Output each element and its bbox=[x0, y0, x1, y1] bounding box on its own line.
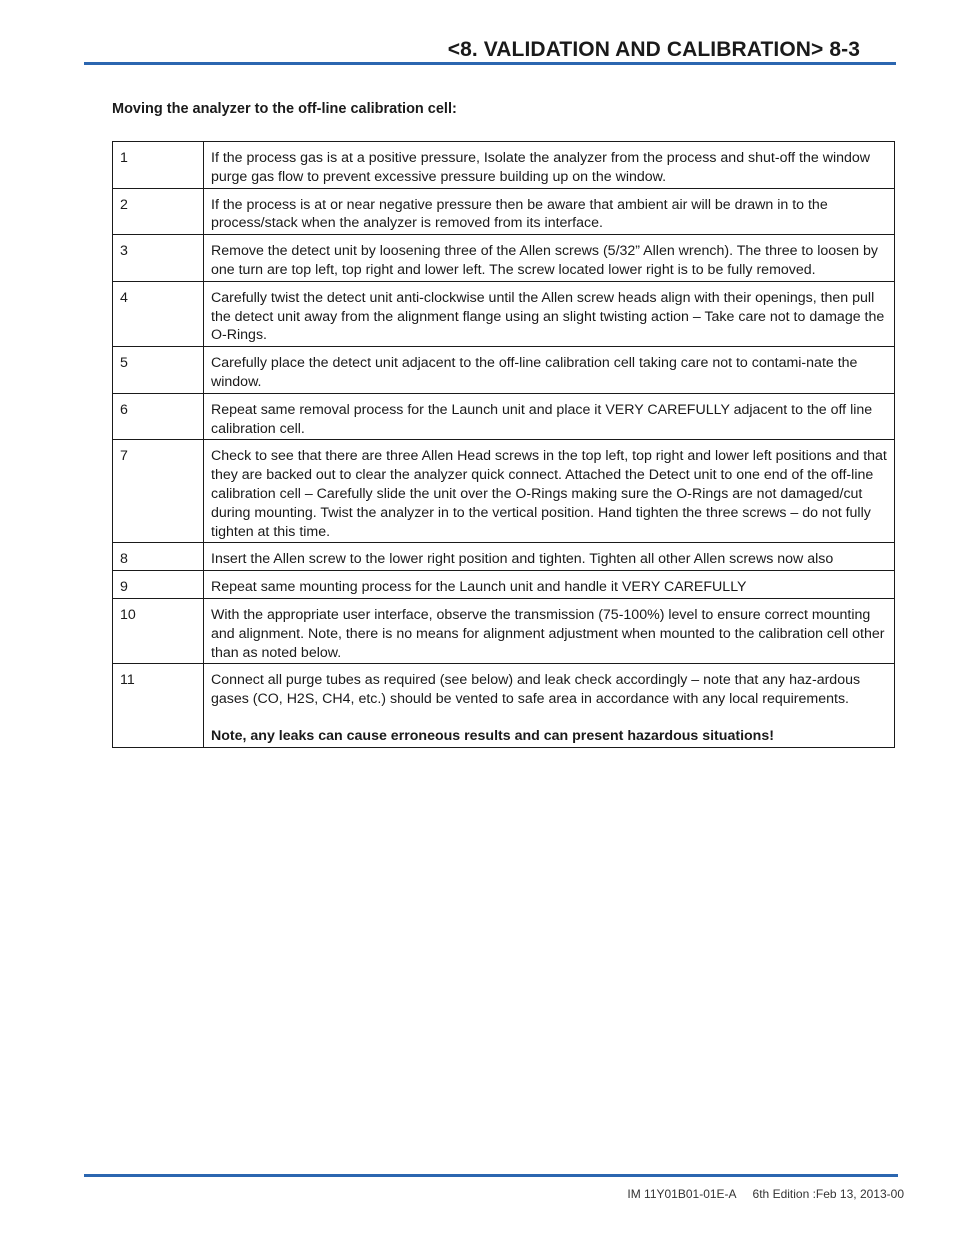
step-text: Repeat same mounting process for the Launch unit and handle it VERY CAREFULLY bbox=[204, 571, 895, 599]
step-text: Insert the Allen screw to the lower right position and tighten. Tighten all other Allen screws now also bbox=[204, 543, 895, 571]
step-number: 8 bbox=[113, 543, 204, 571]
page-title: <8. VALIDATION AND CALIBRATION> 8-3 bbox=[447, 38, 860, 61]
table-row bbox=[113, 543, 895, 571]
step-number: 3 bbox=[113, 235, 204, 282]
edition-info: 6th Edition :Feb 13, 2013-00 bbox=[752, 1187, 904, 1201]
step-number: 1 bbox=[113, 142, 204, 189]
step-number: 7 bbox=[113, 440, 204, 543]
table-row bbox=[113, 142, 895, 189]
step-text: Repeat same removal process for the Launch unit and place it VERY CAREFULLY adjacent to the off line calibration cell. bbox=[204, 393, 895, 440]
table-row bbox=[113, 281, 895, 346]
step-cell bbox=[204, 664, 895, 747]
table-row bbox=[113, 664, 895, 747]
procedure-table bbox=[112, 141, 895, 748]
table-row bbox=[113, 235, 895, 282]
step-number: 6 bbox=[113, 393, 204, 440]
table-row bbox=[113, 598, 895, 663]
table-row bbox=[113, 393, 895, 440]
step-number: 5 bbox=[113, 347, 204, 394]
step-number: 2 bbox=[113, 188, 204, 235]
leak-warning: Note, any leaks can cause erroneous results and can present hazardous situations! bbox=[211, 727, 774, 744]
step-text: Carefully twist the detect unit anti-clockwise until the Allen screw heads align with their openings, then pull the detect unit away from the alignment flange using an slight twisting action – Take care not to damage the O-Rings. bbox=[204, 281, 895, 346]
table-row bbox=[113, 347, 895, 394]
step-text: Carefully place the detect unit adjacent to the off-line calibration cell taking care not to contami-nate the window. bbox=[204, 347, 895, 394]
step-text: Connect all purge tubes as required (see below) and leak check accordingly – note that any haz-ardous gases (CO, H2S, CH4, etc.) should be vented to safe area in accordance with any local requirements. bbox=[211, 672, 861, 708]
step-number: 9 bbox=[113, 571, 204, 599]
step-number: 10 bbox=[113, 598, 204, 663]
step-text: If the process is at or near negative pressure then be aware that ambient air will be drawn in to the process/stack when the analyzer is removed from its interface. bbox=[204, 188, 895, 235]
table-row bbox=[113, 571, 895, 599]
document-id: IM 11Y01B01-01E-A bbox=[627, 1187, 737, 1201]
table-row bbox=[113, 188, 895, 235]
footer-divider bbox=[84, 1174, 898, 1177]
footer bbox=[627, 1187, 904, 1201]
table-row bbox=[113, 440, 895, 543]
step-number: 4 bbox=[113, 281, 204, 346]
step-text: With the appropriate user interface, observe the transmission (75-100%) level to ensure correct mounting and alignment. Note, there is no means for alignment adjustment when mounted to the calibration cell other than as noted below. bbox=[204, 598, 895, 663]
step-number: 11 bbox=[113, 664, 204, 747]
step-text: If the process gas is at a positive pressure, Isolate the analyzer from the process and shut-off the window purge gas flow to prevent excessive pressure building up on the window. bbox=[204, 142, 895, 189]
header-divider bbox=[84, 62, 896, 65]
step-text: Remove the detect unit by loosening three of the Allen screws (5/32” Allen wrench). The three to loosen by one turn are top left, top right and lower left. The screw located lower right is to be fully removed. bbox=[204, 235, 895, 282]
step-text: Check to see that there are three Allen Head screws in the top left, top right and lower left positions and that they are backed out to clear the analyzer quick connect. Attached the Detect unit to one end of the off-line calibration cell – Carefully slide the unit over the O-Rings making sure the O-Rings are not damaged/cut during mounting. Twist the analyzer in to the vertical position. Hand tighten the three screws – do not fully tighten at this time. bbox=[204, 440, 895, 543]
section-heading: Moving the analyzer to the off-line calibration cell: bbox=[112, 101, 457, 117]
